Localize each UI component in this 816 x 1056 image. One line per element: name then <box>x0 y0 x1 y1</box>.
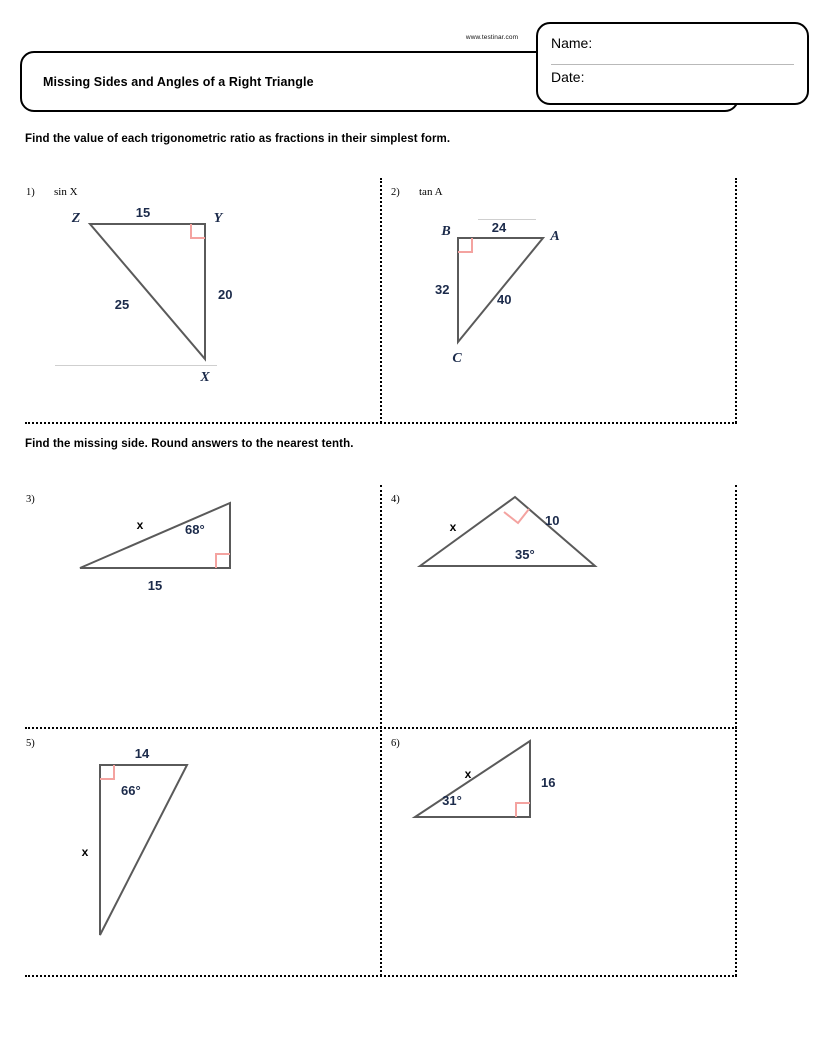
problem-4-figure <box>410 489 640 599</box>
triangle-outline <box>90 224 205 359</box>
problem-1-answer-line[interactable] <box>55 365 217 366</box>
problem-2-number: 2) <box>391 187 400 198</box>
vertex-label-a: A <box>550 229 560 244</box>
problem-5 <box>20 733 380 975</box>
grid-divider-vertical-r3 <box>380 730 382 976</box>
grid-border-right-r1 <box>735 178 737 423</box>
problem-1 <box>20 182 380 422</box>
right-angle-mark-icon <box>458 238 472 252</box>
side-label-right: 20 <box>218 287 233 302</box>
angle-label: 35° <box>515 547 535 562</box>
problem-5-number: 5) <box>26 738 35 749</box>
side-label-hyp: 25 <box>114 297 130 312</box>
vertex-label-b: B <box>441 224 451 239</box>
side-label-top: 24 <box>491 220 507 235</box>
problem-6-number: 6) <box>391 738 400 749</box>
problem-2-figure <box>435 220 665 384</box>
grid-border-bottom-r2 <box>25 727 737 729</box>
problem-6-figure <box>410 733 640 843</box>
triangle-outline <box>420 497 595 566</box>
problem-3 <box>20 489 380 727</box>
section-2-instruction: Find the missing side. Round answers to the nearest tenth. <box>25 438 354 450</box>
side-label-right: 16 <box>541 775 556 790</box>
right-angle-mark-icon <box>100 765 114 779</box>
problem-4 <box>385 489 735 727</box>
grid-border-bottom-r1 <box>25 422 737 424</box>
side-label-left: x <box>449 520 457 534</box>
vertex-label-y: Y <box>213 211 223 226</box>
side-label-hyp: 40 <box>497 292 512 307</box>
grid-border-right-r3 <box>735 730 737 976</box>
grid-divider-vertical-r1 <box>380 178 382 423</box>
problem-3-figure <box>55 489 285 599</box>
angle-label: 68° <box>185 522 205 537</box>
right-angle-mark-icon <box>216 554 230 568</box>
right-angle-mark-icon <box>504 509 529 523</box>
side-label-top: 15 <box>135 205 151 220</box>
vertex-label-z: Z <box>71 211 81 226</box>
triangle-outline <box>415 741 530 817</box>
vertex-label-c: C <box>452 351 462 366</box>
side-label-hyp: x <box>464 767 472 781</box>
right-angle-mark-icon <box>191 224 205 238</box>
side-label-base: 15 <box>147 578 163 593</box>
problem-2-prompt: tan A <box>419 186 443 198</box>
date-label: Date: <box>551 69 585 85</box>
grid-divider-vertical-r2 <box>380 485 382 728</box>
section-1-instruction: Find the value of each trigonometric ratio as fractions in their simplest form. <box>25 133 451 145</box>
problem-1-prompt: sin X <box>54 186 78 198</box>
side-label-top: 14 <box>134 746 150 761</box>
side-label-hyp: x <box>136 518 144 532</box>
problem-1-number: 1) <box>26 187 35 198</box>
side-label-left: x <box>81 845 89 859</box>
right-angle-mark-icon <box>516 803 530 817</box>
triangle-outline <box>100 765 187 935</box>
problem-1-figure <box>60 204 290 389</box>
problem-3-number: 3) <box>26 494 35 505</box>
vertex-label-x: X <box>200 370 210 385</box>
problem-5-figure <box>45 735 275 955</box>
problem-6 <box>385 733 735 975</box>
angle-label: 66° <box>121 783 141 798</box>
grid-border-right-r2 <box>735 485 737 728</box>
triangle-outline <box>80 503 230 568</box>
name-date-box <box>536 22 809 105</box>
angle-label: 31° <box>442 793 462 808</box>
problem-2 <box>385 182 735 422</box>
site-watermark: www.testinar.com <box>465 34 519 41</box>
side-label-left: 32 <box>435 282 450 297</box>
problem-4-number: 4) <box>391 494 400 505</box>
problem-2-answer-line[interactable] <box>478 219 536 220</box>
triangle-outline <box>458 238 543 342</box>
grid-border-bottom-r3 <box>25 975 737 977</box>
page-title: Missing Sides and Angles of a Right Triangle <box>43 74 314 89</box>
name-label: Name: <box>551 35 593 51</box>
name-field-rule[interactable] <box>551 64 794 65</box>
side-label-right: 10 <box>545 513 560 528</box>
